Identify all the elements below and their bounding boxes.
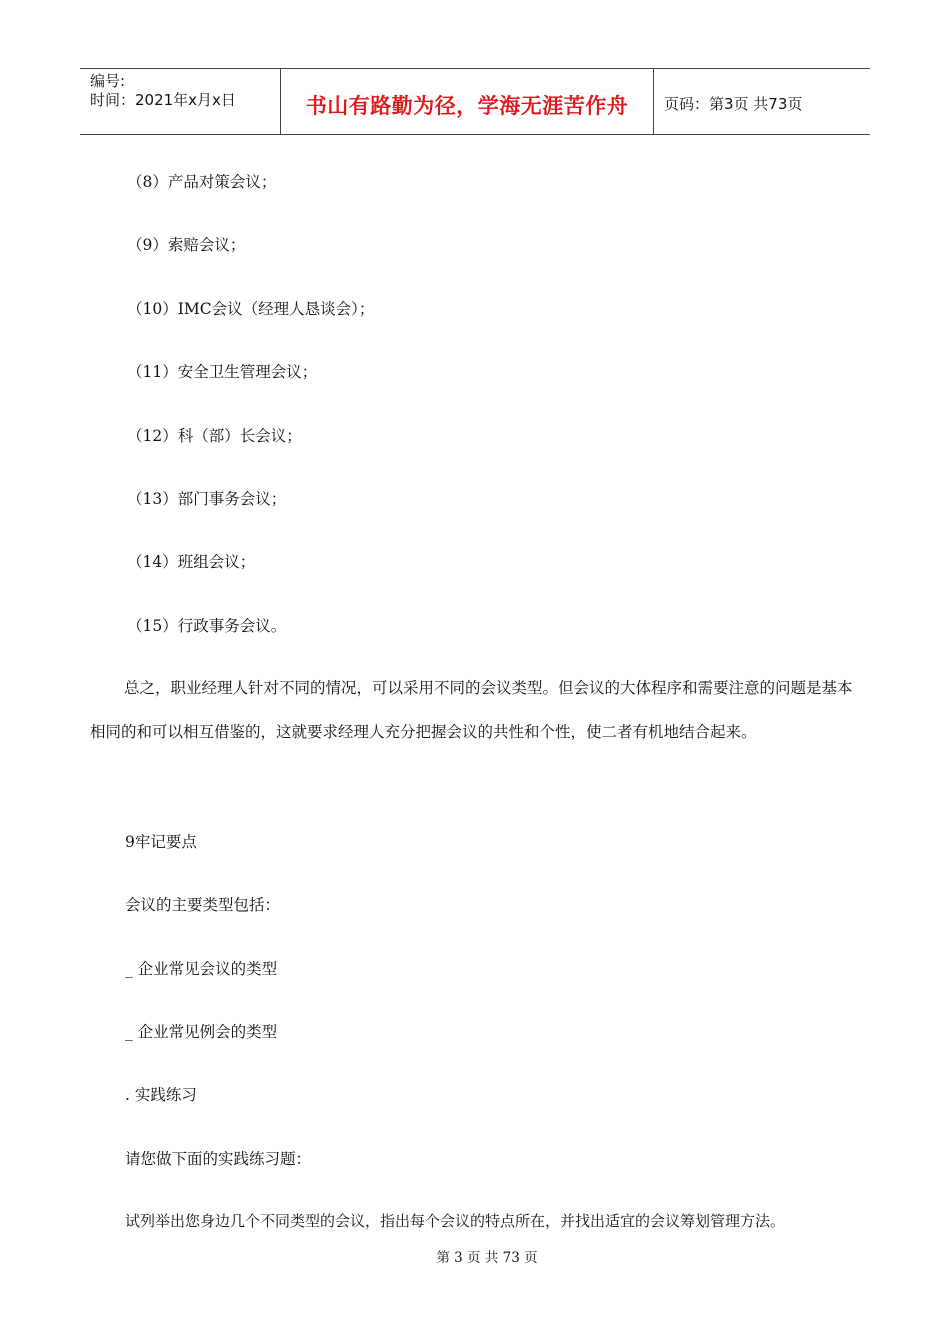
- list-item: （15）行政事务会议。: [127, 617, 287, 635]
- practice-task: 试列举出您身边几个不同类型的会议，指出每个会议的特点所在，并找出适宜的会议筹划管理方法。: [125, 1212, 786, 1230]
- page-footer: 第 3 页 共 73 页: [436, 1250, 538, 1266]
- list-item: （11）安全卫生管理会议；: [127, 363, 318, 381]
- list-item: （8）产品对策会议；: [127, 173, 277, 191]
- key-points-intro: 会议的主要类型包括：: [125, 896, 281, 914]
- list-item: （12）科（部）长会议；: [127, 427, 302, 445]
- summary-paragraph: 总之，职业经理人针对不同的情况，可以采用不同的会议类型。但会议的大体程序和需要注意的问题是基本相同的和可以相互借鉴的，这就要求经理人充分把握会议的共性和个性，使二者有机地结合起来。: [90, 679, 853, 741]
- key-points-heading: 9牢记要点: [125, 833, 197, 851]
- key-point-item: _ 企业常见例会的类型: [125, 1023, 278, 1041]
- header-meta: [80, 69, 281, 134]
- list-item: （14）班组会议；: [127, 553, 256, 571]
- practice-heading: . 实践练习: [125, 1086, 197, 1104]
- key-point-item: _ 企业常见会议的类型: [125, 960, 278, 978]
- list-item: （10）IMC会议（经理人恳谈会）；: [127, 300, 375, 318]
- header-motto: 书山有路勤为径，学海无涯苦作舟: [281, 69, 654, 134]
- document-date: 时间：2021年x月x日: [90, 91, 236, 109]
- page-header: [80, 68, 870, 135]
- header-page-info: 页码：第3页 共73页: [664, 95, 803, 113]
- document-number-label: 编号:: [90, 72, 126, 90]
- list-item: （13）部门事务会议；: [127, 490, 287, 508]
- practice-intro: 请您做下面的实践练习题：: [125, 1150, 312, 1168]
- list-item: （9）索赔会议；: [127, 236, 246, 254]
